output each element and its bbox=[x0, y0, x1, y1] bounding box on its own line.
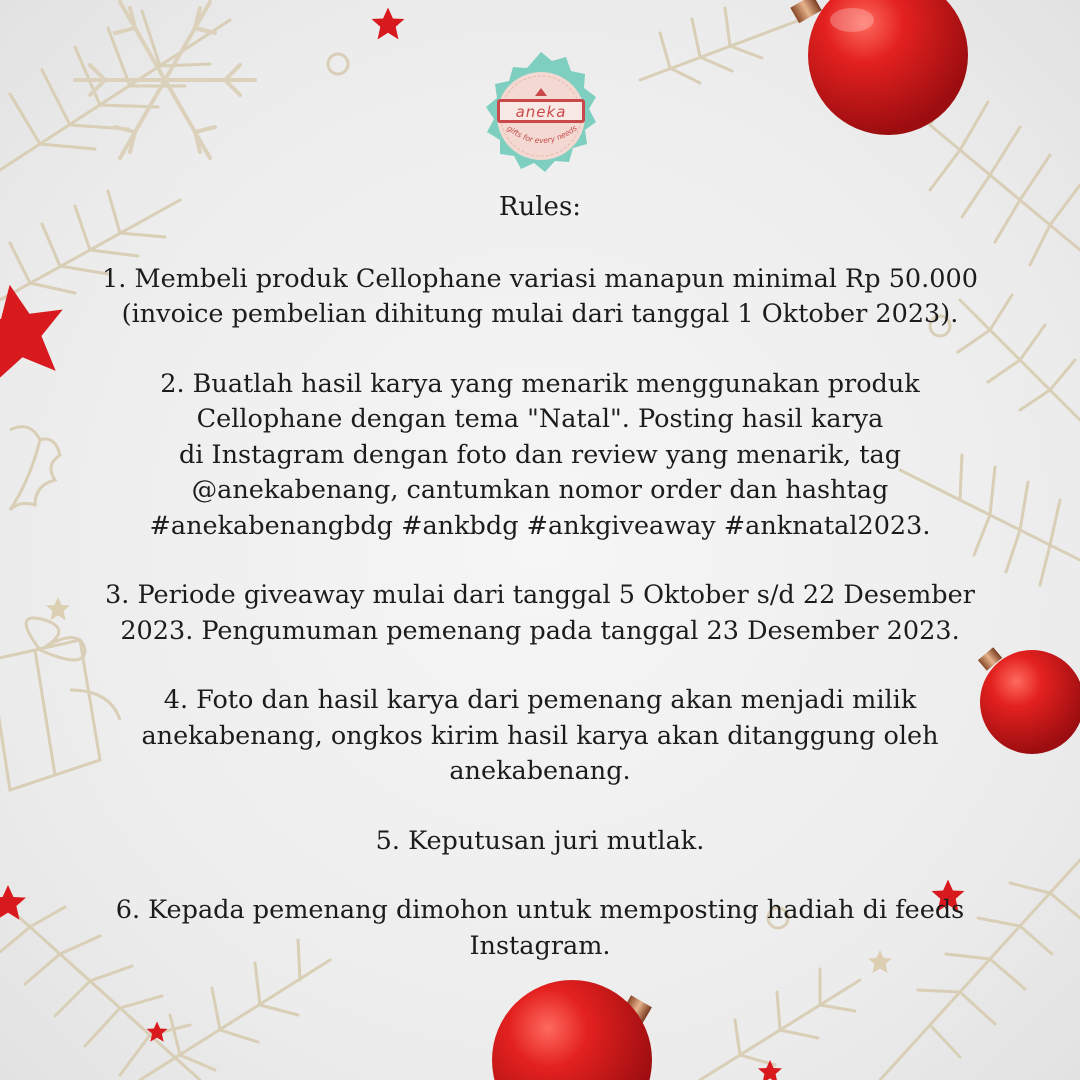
rule-line: 2. Buatlah hasil karya yang menarik menggunakan produk bbox=[160, 368, 920, 399]
rule-item bbox=[80, 262, 1000, 333]
rule-line: 6. Kepada pemenang dimohon untuk memposting hadiah di feeds bbox=[115, 895, 965, 925]
rule-line: Cellophane dengan tema "Natal". Posting hasil karya bbox=[196, 404, 884, 434]
rule-line: (invoice pembelian dihitung mulai dari tanggal 1 Oktober 2023). bbox=[121, 299, 959, 329]
rule-item bbox=[80, 893, 1000, 964]
rule-line: 4. Foto dan hasil karya dari pemenang akan menjadi milik bbox=[163, 685, 917, 715]
rule-item bbox=[80, 367, 1000, 545]
rule-line: 2023. Pengumuman pemenang pada tanggal 23 Desember 2023. bbox=[120, 615, 960, 646]
rules-list bbox=[80, 262, 1000, 965]
snowflake-icon bbox=[75, 2, 255, 158]
rules-content bbox=[80, 190, 1000, 998]
holly-leaf-icon bbox=[10, 427, 60, 510]
rule-line: anekabenang. bbox=[449, 756, 631, 786]
rule-line: 3. Periode giveaway mulai dari tanggal 5 Oktober s/d 22 Desember bbox=[105, 580, 975, 610]
aneka-logo bbox=[475, 50, 607, 182]
rule-line: di Instagram dengan foto dan review yang menarik, tag bbox=[178, 439, 902, 470]
rule-line: @anekabenang, cantumkan nomor order dan hashtag bbox=[191, 475, 889, 505]
christmas-ornament-icon bbox=[790, 0, 968, 135]
rule-item bbox=[80, 578, 1000, 649]
rule-line: anekabenang, ongkos kirim hasil karya akan ditanggung oleh bbox=[141, 720, 939, 751]
rules-title: Rules: bbox=[498, 192, 582, 222]
rule-line: Instagram. bbox=[469, 930, 611, 961]
rule-line: #anekabenangbdg #ankbdg #ankgiveaway #anknatal2023. bbox=[149, 510, 931, 541]
logo-brand-text: aneka bbox=[515, 103, 567, 121]
rule-item bbox=[80, 683, 1000, 790]
rule-item bbox=[80, 824, 1000, 860]
logo-tagline-text: gifts for every needs bbox=[505, 123, 579, 146]
rule-line: 1. Membeli produk Cellophane variasi manapun minimal Rp 50.000 bbox=[102, 263, 978, 294]
rule-line: 5. Keputusan juri mutlak. bbox=[375, 825, 705, 856]
